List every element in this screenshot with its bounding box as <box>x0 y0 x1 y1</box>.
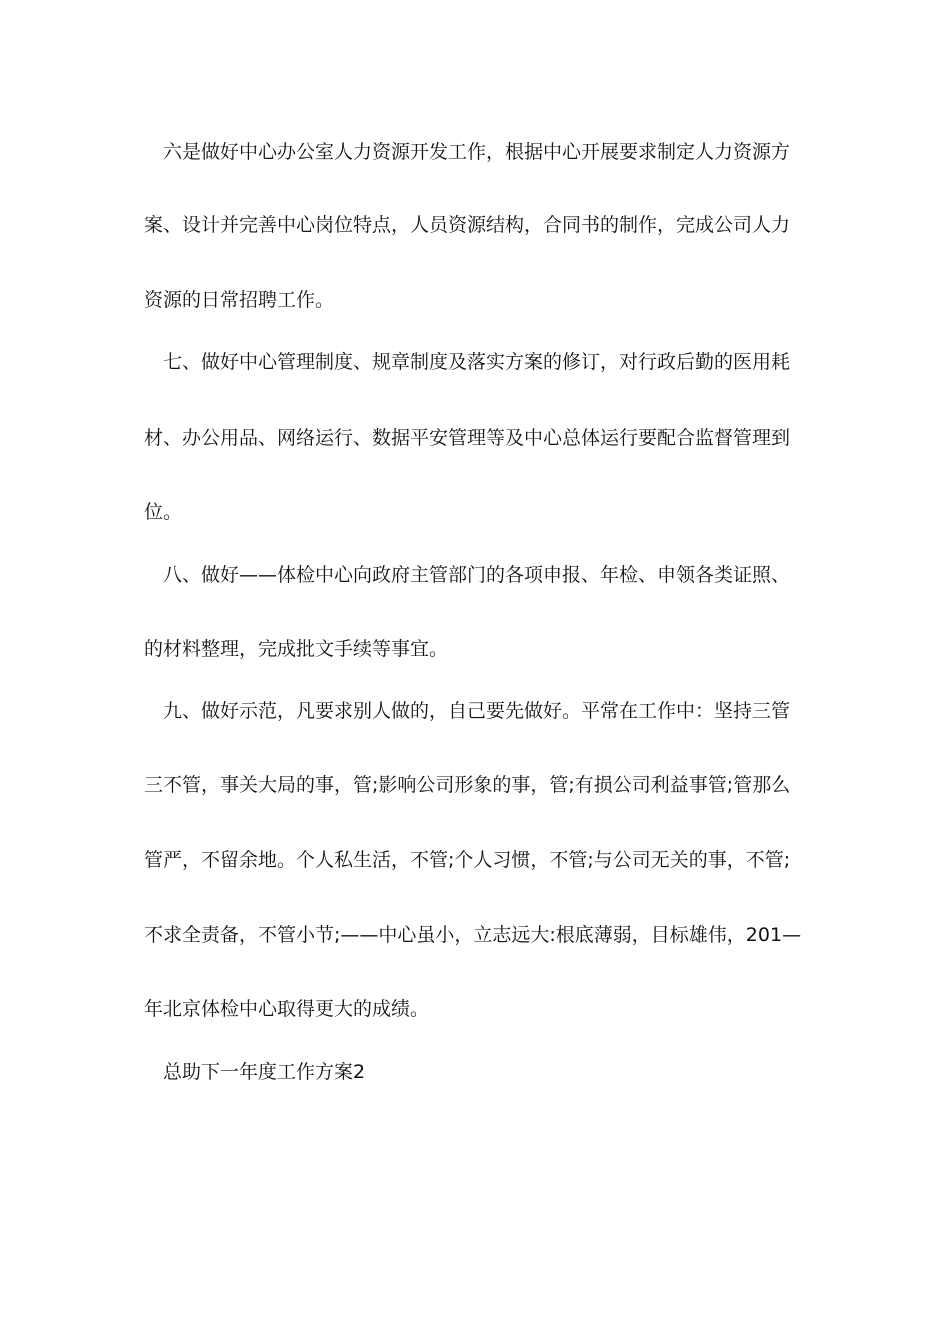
paragraph-6-line-3: 资源的日常招聘工作。 <box>144 289 335 311</box>
paragraph-9-line-4: 不求全责备，不管小节;——中心虽小，立志远大:根底薄弱，目标雄伟，201— <box>144 924 802 946</box>
section-heading: 总助下一年度工作方案2 <box>163 1061 366 1083</box>
paragraph-7-line-1: 七、做好中心管理制度、规章制度及落实方案的修订，对行政后勤的医用耗 <box>163 351 791 373</box>
paragraph-9-line-2: 三不管，事关大局的事，管;影响公司形象的事，管;有损公司利益事管;管那么 <box>144 774 791 796</box>
paragraph-9-line-5: 年北京体检中心取得更大的成绩。 <box>144 998 430 1020</box>
paragraph-9-line-1: 九、做好示范，凡要求别人做的，自己要先做好。平常在工作中：坚持三管 <box>163 700 791 722</box>
paragraph-6-line-1: 六是做好中心办公室人力资源开发工作，根据中心开展要求制定人力资源方 <box>163 141 791 163</box>
paragraph-8-line-2: 的材料整理，完成批文手续等事宜。 <box>144 638 449 660</box>
paragraph-7-line-3: 位。 <box>144 501 183 523</box>
paragraph-8-line-1: 八、做好——体检中心向政府主管部门的各项申报、年检、申领各类证照、 <box>163 564 791 586</box>
paragraph-9-line-3: 管严，不留余地。个人私生活，不管;个人习惯，不管;与公司无关的事，不管; <box>144 849 791 871</box>
paragraph-7-line-2: 材、办公用品、网络运行、数据平安管理等及中心总体运行要配合监督管理到 <box>144 427 791 449</box>
paragraph-6-line-2: 案、设计并完善中心岗位特点，人员资源结构，合同书的制作，完成公司人力 <box>144 214 791 236</box>
